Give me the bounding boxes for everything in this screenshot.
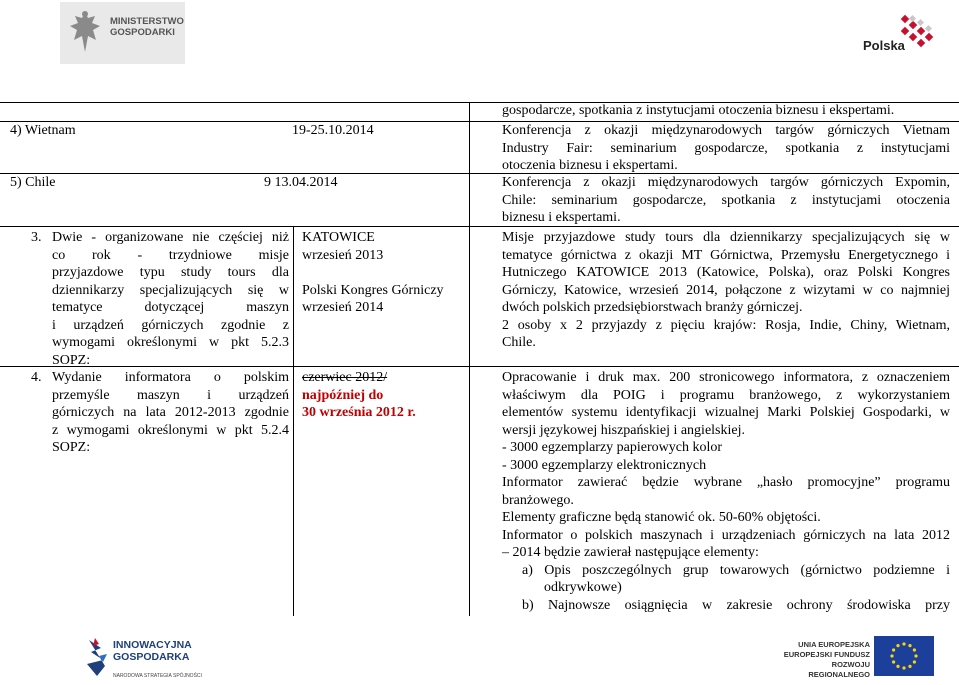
task-line: przemyśle maszyn i urządzeń bbox=[52, 387, 289, 403]
column-divider-date bbox=[469, 226, 470, 616]
eagle-emblem-icon bbox=[68, 8, 102, 56]
description-line: Konferencja z okazji międzynarodowych targów górniczych Expomin, bbox=[502, 175, 950, 190]
task-line: dziennikarzy specjalizujących się w bbox=[52, 282, 289, 298]
description-line: - 3000 egzemplarzy papierowych kolor bbox=[502, 440, 723, 455]
task-line: SOPZ: bbox=[52, 352, 91, 368]
place-line: Polski Kongres Górniczy bbox=[302, 282, 444, 298]
ig-subtitle: NARODOWA STRATEGIA SPÓJNOŚCI bbox=[113, 673, 202, 679]
row-chile-date: 9 13.04.2014 bbox=[264, 175, 338, 190]
eu-flag-icon bbox=[874, 636, 934, 676]
task-line: górniczych na lata 2012-2013 zgodnie bbox=[52, 405, 289, 420]
ig-star-icon bbox=[85, 638, 111, 678]
deadline-line-1: najpóźniej do bbox=[302, 387, 384, 403]
description-line: tematyce górnictwa z okazji MT Górnictwa, Przemysłu Energetycznego i bbox=[502, 247, 950, 263]
description-line: branżowego. bbox=[502, 492, 574, 508]
description-line: Opracowanie i druk max. 200 stronicowego informatora, z oznaczeniem bbox=[502, 370, 950, 385]
description-line: Chile. bbox=[502, 335, 536, 350]
description-line: właściwym dla POIG i programu branżowego, z wykorzystaniem bbox=[502, 387, 950, 403]
row0-description: gospodarcze, spotkania z instytucjami otoczenia biznesu i ekspertami. bbox=[502, 103, 895, 118]
place-line: wrzesień 2013 bbox=[302, 247, 384, 263]
ue-line-2: EUROPEJSKI FUNDUSZ bbox=[783, 650, 870, 659]
eu-fund-logo bbox=[768, 636, 938, 682]
description-line: dwóch polskich przedsiębiorstwach branży górniczej. bbox=[502, 300, 803, 315]
description-list-item: a) Opis poszczególnych grup towarowych (górnictwo podziemne i bbox=[522, 562, 950, 578]
description-line: – 2014 będzie zawierał następujące elementy: bbox=[502, 545, 759, 560]
place-line: wrzesień 2014 bbox=[302, 300, 384, 315]
struck-date: czerwiec 2012/ bbox=[302, 370, 388, 385]
task-line: i urządzeń górniczych zgodnie z bbox=[52, 317, 289, 333]
task-line: wymogami określonymi w pkt 5.2.3 bbox=[52, 335, 289, 350]
column-divider-upper bbox=[469, 102, 470, 226]
description-line: wersji językowej hiszpańskiej i angielskiej. bbox=[502, 422, 745, 438]
description-line: biznesu i ekspertami. bbox=[502, 210, 621, 225]
row-chile-country: 5) Chile bbox=[10, 175, 56, 190]
row-wietnam-country: 4) Wietnam bbox=[10, 123, 76, 138]
description-line: Misje przyjazdowe study tours dla dziennikarzy specjalizujących się w bbox=[502, 230, 950, 245]
description-line: Industry Fair: seminarium gospodarcze, spotkania z instytucjami bbox=[502, 140, 950, 156]
polska-wordmark: Polska bbox=[863, 38, 905, 53]
deadline-line-2: 30 września 2012 r. bbox=[302, 405, 416, 420]
description-list-item: b) Najnowsze osiągnięcia w zakresie ochrony środowiska przy bbox=[522, 597, 950, 613]
ministry-line-1: MINISTERSTWO bbox=[110, 16, 184, 27]
row-wietnam-date: 19-25.10.2014 bbox=[292, 123, 374, 138]
description-line: Elementy graficzne będą stanowić ok. 50-60% objętości. bbox=[502, 510, 821, 525]
task-line: Wydanie informatora o polskim bbox=[52, 370, 289, 385]
description-line: Chile: seminarium gospodarcze, spotkania z instytucjami otoczenia bbox=[502, 192, 950, 208]
polska-brand-logo bbox=[858, 14, 938, 66]
innowacyjna-gospodarka-logo bbox=[85, 636, 215, 682]
task-line: przyjazdowe typu study tours dla bbox=[52, 265, 289, 280]
place-line: KATOWICE bbox=[302, 230, 375, 245]
ue-line-1: UNIA EUROPEJSKA bbox=[798, 640, 870, 649]
task-line: Dwie - organizowane nie częściej niż bbox=[52, 230, 289, 245]
item4-number: 4. bbox=[31, 370, 42, 385]
ig-line-2: GOSPODARKA bbox=[113, 650, 190, 663]
description-line: elementów systemu identyfikacji wizualnej Marki Polskiej Gospodarki, w bbox=[502, 405, 950, 420]
task-line: co rok - trzydniowe misje bbox=[52, 247, 289, 263]
column-divider-task bbox=[293, 226, 294, 616]
description-line: 2 osoby x 2 przyjazdy z pięciu krajów: Rosja, Indie, Chiny, Wietnam, bbox=[502, 317, 950, 333]
description-line: Hutniczego KATOWICE 2013 (Katowice, Polska), oraz Polski Kongres bbox=[502, 265, 950, 280]
row-divider-4 bbox=[0, 366, 959, 367]
description-line: otoczenia biznesu i ekspertami. bbox=[502, 158, 678, 173]
description-line: Konferencja z okazji międzynarodowych targów górniczych Vietnam bbox=[502, 123, 950, 138]
ministry-logo bbox=[60, 2, 185, 64]
task-line: SOPZ: bbox=[52, 440, 91, 455]
ministry-line-2: GOSPODARKI bbox=[110, 27, 175, 38]
ig-line-1: INNOWACYJNA bbox=[113, 639, 192, 651]
task-line: z wymogami określonymi w pkt 5.2.4 bbox=[52, 422, 289, 438]
description-line: Informator o polskich maszynach i urządzeniach górniczych na lata 2012 bbox=[502, 527, 950, 543]
description-line: Górniczy, Katowice, wrzesień 2014, połączone z wizytami w co najmniej bbox=[502, 282, 950, 298]
description-line: Informator zawierać będzie wybrane „hasło promocyjne” programu bbox=[502, 475, 950, 490]
description-list-item-continued: odkrywkowe) bbox=[544, 580, 622, 595]
task-line: tematyce dotyczącej maszyn bbox=[52, 300, 289, 315]
item3-number: 3. bbox=[31, 230, 42, 245]
ue-line-3: ROZWOJU REGIONALNEGO bbox=[808, 660, 870, 679]
description-line: - 3000 egzemplarzy elektronicznych bbox=[502, 457, 707, 473]
